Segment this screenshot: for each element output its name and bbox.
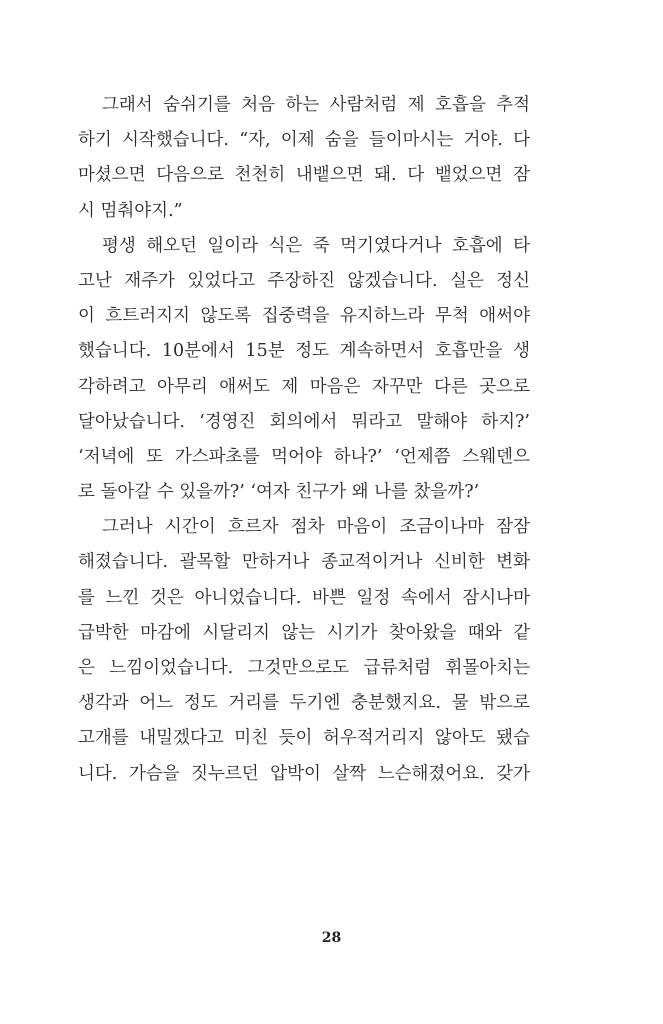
text-line: 로 돌아갈 수 있을까?’ ‘여자 친구가 왜 나를 찼을까?’ <box>78 482 480 503</box>
text-line: 은 느낌이었습니다. 그것만으로도 급류처럼 휘몰아치는 <box>78 658 530 678</box>
text-line: 고난 재주가 있었다고 주장하진 않겠습니다. 실은 정신 <box>78 270 530 291</box>
text-line: 시 멈춰야지.” <box>78 200 183 221</box>
text-line: 해졌습니다. 괄목할 만하거나 종교적이거나 신비한 변화 <box>78 552 530 573</box>
body-text <box>78 88 530 792</box>
text-line: 하기 시작했습니다. “자, 이제 숨을 들이마시는 거야. 다 <box>78 130 530 151</box>
text-line: ‘저녁에 또 가스파초를 먹어야 하나?’ ‘언제쯤 스웨덴으 <box>78 446 530 467</box>
text-line: 달아났습니다. ‘경영진 회의에서 뭐라고 말해야 하지?’ <box>78 411 530 432</box>
text-line: 생각과 어느 정도 거리를 두기엔 충분했지요. 물 밖으로 <box>78 693 530 714</box>
text-line: 이 흐트러지지 않도록 집중력을 유지하느라 무척 애써야 <box>78 306 530 327</box>
text-line: 마셨으면 다음으로 천천히 내뱉으면 돼. 다 뱉었으면 잠 <box>78 165 530 186</box>
text-line: 그래서 숨쉬기를 처음 하는 사람처럼 제 호흡을 추적 <box>102 95 530 115</box>
text-line: 를 느낀 것은 아니었습니다. 바쁜 일정 속에서 잠시나마 <box>78 587 530 608</box>
text-line: 했습니다. 10분에서 15분 정도 계속하면서 호흡만을 생 <box>78 341 530 362</box>
text-line: 급박한 마감에 시달리지 않는 시기가 찾아왔을 때와 같 <box>78 622 530 643</box>
page-number: 28 <box>321 930 342 946</box>
text-line: 고개를 내밀겠다고 미친 듯이 허우적거리지 않아도 됐습 <box>78 728 530 749</box>
text-line: 니다. 가슴을 짓누르던 압박이 살짝 느슨해졌어요. 갖가 <box>78 763 530 784</box>
text-line: 평생 해오던 일이라 식은 죽 먹기였다거나 호흡에 타 <box>102 235 530 256</box>
text-line: 그러나 시간이 흐르자 점차 마음이 조금이나마 잠잠 <box>102 517 530 538</box>
text-line: 각하려고 아무리 애써도 제 마음은 자꾸만 다른 곳으로 <box>78 376 530 397</box>
